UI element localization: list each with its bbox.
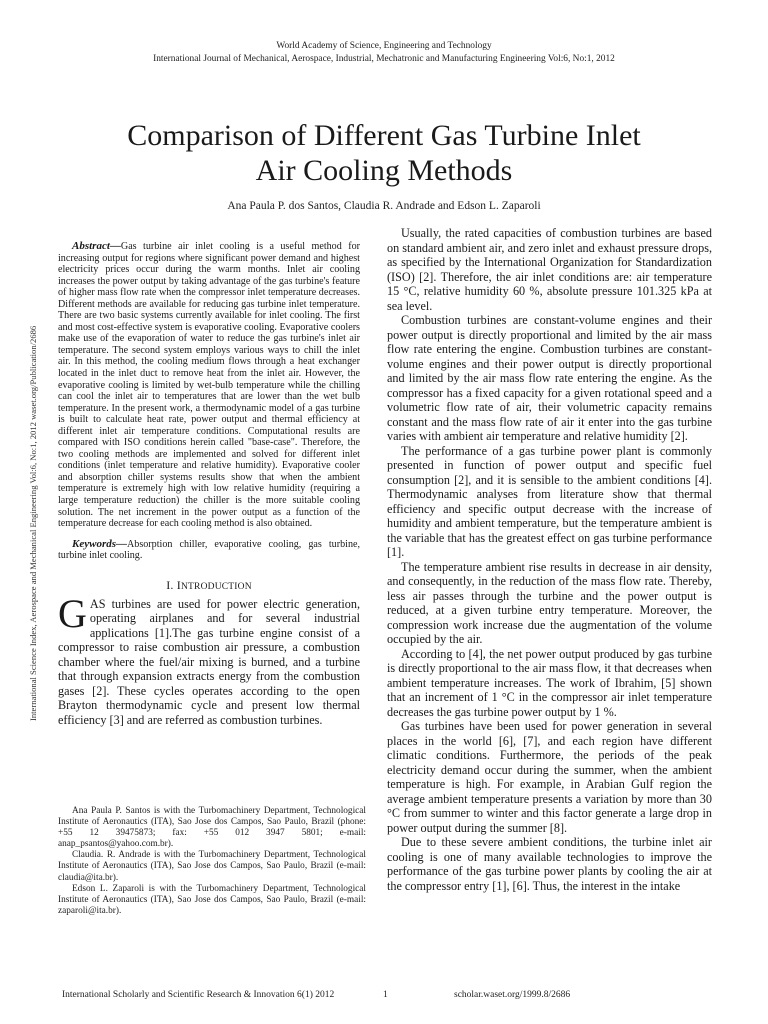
- page-number: 1: [383, 990, 388, 1000]
- section-title: NTRODUCTION: [180, 581, 252, 592]
- abstract: [58, 241, 360, 530]
- paragraph: Usually, the rated capacities of combustion turbines are based on standard ambient air, and zero inlet and exhaust pressure drops, as specified by the International Organization for Standardization (ISO) [2]. Therefore, the air inlet conditions are: air temperature 15 °C, relative humidity 60 %, absolute pressure 101.325 kPa at sea level.: [387, 226, 712, 313]
- section-number: I. I: [166, 577, 181, 592]
- paragraph: According to [4], the net power output produced by gas turbine is directly proportional to the air mass flow, it that decreases when ambient temperature increases. The work of Ibrahim, [5] shown that an increment of 1 °C in the compressor air inlet temperature decreases the gas turbine power output by 1 %.: [387, 646, 712, 719]
- sidebar-citation: International Science Index, Aerospace and Mechanical Engineering Vol:6, No:1, 2012 waset.org/Publication/2686: [28, 325, 38, 721]
- drop-cap: G: [58, 590, 87, 636]
- abstract-label: Abstract—: [72, 240, 121, 252]
- intro-paragraph: AS turbines are used for power electric generation, operating airplanes and for several industrial applications [1].The gas turbine engine consist of a compressor to raise combustion air pressure, a combustion chamber where the fuel/air mixing is burned, and a turbine that through expansion extracts energy from the combustion gases [2]. These cycles operates according to the open Brayton thermodynamic cycle and present low thermal efficiency [3] and are referred as combustion turbines.: [58, 596, 360, 727]
- paper-title: [0, 118, 768, 188]
- footer-right: scholar.waset.org/1999.8/2686: [454, 990, 571, 1000]
- footnote: Ana Paula P. Santos is with the Turbomachinery Department, Technological Institute of Aeronautics (ITA), Sao Jose dos Campos, Sao Paulo, Brazil (phone: +55 12 39475873; fax: +55 012 3947 5801; e-mail: anap_psantos@yahoo.com.br).: [58, 806, 366, 850]
- section-heading-introduction: [58, 578, 360, 593]
- journal-header: [0, 40, 768, 66]
- footnote: Edson L. Zaparoli is with the Turbomachinery Department, Technological Institute of Aeronautics (ITA), Sao Jose dos Campos, Sao Paulo, Brazil (e-mail: zaparoli@ita.br).: [58, 883, 366, 916]
- introduction-body: [58, 590, 360, 728]
- left-column: [58, 241, 360, 727]
- author-footnotes: [58, 806, 366, 917]
- keywords-text: Absorption chiller, evaporative cooling, gas turbine, turbine inlet cooling.: [58, 538, 360, 562]
- keywords-label: Keywords—: [72, 537, 127, 550]
- abstract-text: Gas turbine air inlet cooling is a useful method for increasing output for regions where significant power demand and highest electricity prices occur during the warm months. Inlet air cooling increases the power output by taking advantage of the gas turbine's feature of higher mass flow rate when the compressor inlet temperature decreases. Different methods are available for reducing gas turbine inlet temperature. There are two basic systems currently available for inlet cooling. The first and most cost-effective system is evaporative cooling. Evaporative coolers make use of the evaporation of water to reduce the gas turbine's inlet air temperature. The second system employs various ways to chill the inlet air. In this method, the cooling medium flows through a heat exchanger located in the inlet duct to remove heat from the inlet air. However, the evaporative cooling is limited by wet-bulb temperature while the chilling can cool the inlet air to temperatures that are lower than the wet bulb temperature. In the present work, a thermodynamic model of a gas turbine is built to calculate heat rate, power output and thermal efficiency at different inlet air temperature conditions. Computational results are compared with ISO conditions herein called "base-case". Therefore, the two cooling methods are implemented and solved for different inlet conditions (inlet temperature and relative humidity). Evaporative cooler and absorption chiller systems results show that when the ambient temperature is extremely high with low relative humidity (requiring a large temperature reduction) the chiller is the more suitable cooling solution. The net increment in the power output as a function of the temperature decrease for each cooling method is also obtained.: [58, 241, 360, 530]
- paragraph: The temperature ambient rise results in decrease in air density, and consequently, in the reduction of the mass flow rate. Thereby, less air passes through the turbine and the power output is reduced, at a given turbine entry temperature. Moreover, the compression work increase due the augmentation of the volume occupied by the air.: [387, 559, 712, 646]
- paragraph: Combustion turbines are constant-volume engines and their power output is directly proportional and limited by the air mass flow rate entering the engine. Combustion turbines are constant-volume engines and their power output is directly proportional and limited by the air mass flow rate entering the engine. As the compressor has a fixed capacity for a given rotational speed and a volumetric flow rate of air, their volumetric capacity remains constant and the mass flow rate of air it enter into the gas turbine varies with ambient air temperature and relative humidity [2].: [387, 313, 712, 443]
- publisher-name: World Academy of Science, Engineering and Technology: [276, 41, 492, 51]
- footer-left: International Scholarly and Scientific Research & Innovation 6(1) 2012: [62, 990, 335, 1000]
- paragraph: Gas turbines have been used for power generation in several places in the world [6], [7], and each region have different climatic conditions. Furthermore, the periods of the peak electricity demand occur during the summer, when the ambient temperature is high. For example, in Arabian Gulf region the average ambient temperature presents a variation by more than 30 °C from summer to winter and this factor generate a large drop in power output during the summer [8].: [387, 719, 712, 835]
- footnote: Claudia. R. Andrade is with the Turbomachinery Department, Technological Institute of Aeronautics (ITA), Sao Jose dos Campos, Sao Paulo, Brazil (e-mail: claudia@ita.br).: [58, 850, 366, 883]
- paragraph: The performance of a gas turbine power plant is commonly presented in function of power output and specific fuel consumption [2], and it is sensible to the ambient conditions [4]. Thermodynamic analyses from literature show that thermal efficiency and specific output decrease with the increase of humidity and ambient temperature, but the temperature ambient is the variable that has the greatest effect on gas turbine performance [1].: [387, 443, 712, 559]
- keywords: [58, 539, 360, 562]
- right-column: [387, 226, 712, 893]
- author-list: Ana Paula P. dos Santos, Claudia R. Andrade and Edson L. Zaparoli: [227, 200, 541, 212]
- paragraph: Due to these severe ambient conditions, the turbine inlet air cooling is one of many available technologies to improve the performance of the gas turbine power plants by cooling the air at the compressor entry [1], [6]. Thus, the interest in the intake: [387, 835, 712, 893]
- paper-title-line1: Comparison of Different Gas Turbine Inlet: [127, 119, 641, 152]
- paper-title-line2: Air Cooling Methods: [255, 154, 513, 187]
- journal-name: International Journal of Mechanical, Aerospace, Industrial, Mechatronic and Manufacturing Engineering Vol:6, No:1, 2012: [153, 54, 615, 64]
